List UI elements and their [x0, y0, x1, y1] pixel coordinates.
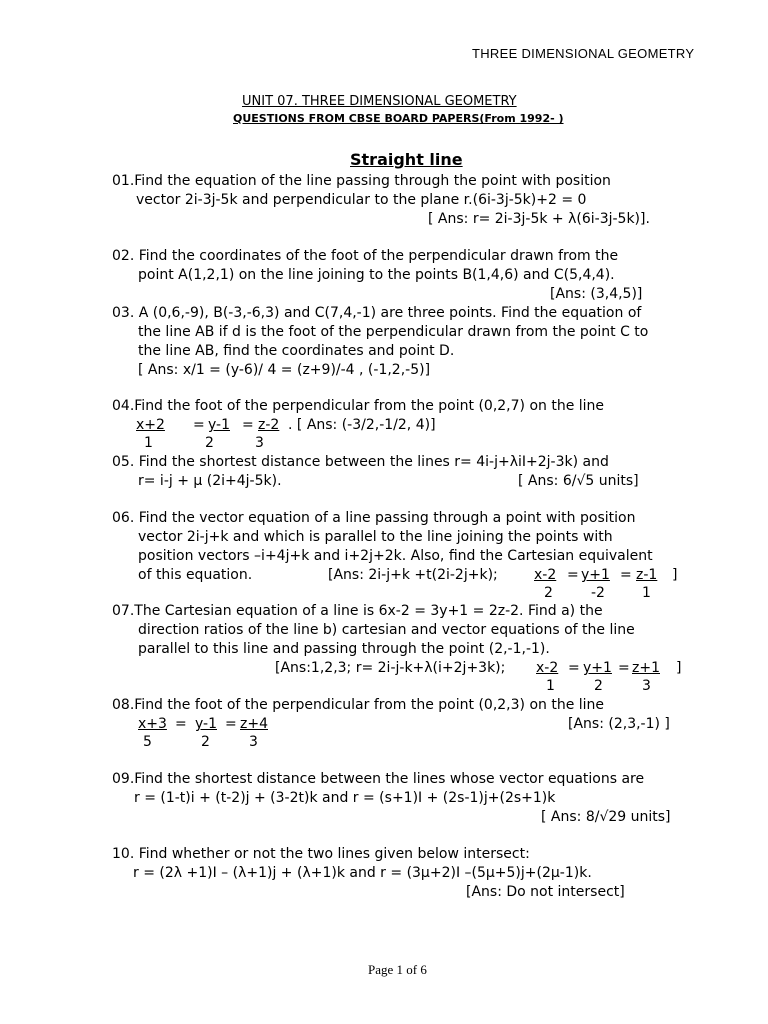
question-text: 03. A (0,6,-9), B(-3,-6,3) and C(7,4,-1) are three points. Find the equation of — [112, 305, 642, 321]
answer-text: [Ans: (3,4,5)] — [550, 286, 643, 302]
equals-sign: = — [567, 567, 579, 583]
fraction-numerator: z-2 — [258, 417, 280, 433]
fraction-denominator: 2 — [201, 734, 210, 750]
fraction-numerator: x-2 — [536, 660, 559, 676]
fraction-denominator: 1 — [144, 435, 153, 451]
fraction-numerator: z-1 — [636, 567, 658, 583]
fraction-numerator: x+3 — [138, 716, 167, 732]
answer-text: [Ans:1,2,3; r= 2i-j-k+λ(i+2j+3k); — [275, 660, 506, 676]
fraction-denominator: 1 — [642, 585, 651, 601]
answer-text: [Ans: 2i-j+k +t(2i-2j+k); — [328, 567, 498, 583]
equals-sign: = — [618, 660, 630, 676]
question-text: 01.Find the equation of the line passing through the point with position — [112, 173, 611, 189]
fraction-denominator: -2 — [591, 585, 605, 601]
fraction-denominator: 2 — [544, 585, 553, 601]
fraction-denominator: 2 — [205, 435, 214, 451]
question-text: point A(1,2,1) on the line joining to the points B(1,4,6) and C(5,4,4). — [138, 267, 615, 283]
fraction-denominator: 3 — [255, 435, 264, 451]
question-text: 06. Find the vector equation of a line passing through a point with position — [112, 510, 636, 526]
answer-text: [ Ans: x/1 = (y-6)/ 4 = (z+9)/-4 , (-1,2,-5)] — [138, 362, 431, 378]
fraction-numerator: x-2 — [534, 567, 557, 583]
bracket: ] — [672, 567, 678, 583]
fraction-numerator: z+4 — [240, 716, 268, 732]
answer-text: [Ans: Do not intersect] — [466, 884, 625, 900]
fraction-numerator: y+1 — [583, 660, 612, 676]
equals-sign: = — [193, 417, 205, 433]
fraction-denominator: 3 — [642, 678, 651, 694]
bracket: ] — [676, 660, 682, 676]
answer-text: [Ans: (2,3,-1) ] — [568, 716, 670, 732]
question-text: r= i-j + μ (2i+4j-5k). — [138, 473, 282, 489]
question-text: 05. Find the shortest distance between the lines r= 4i-j+λiI+2j-3k) and — [112, 454, 609, 470]
fraction-numerator: y+1 — [581, 567, 610, 583]
question-text: r = (1-t)i + (t-2)j + (3-2t)k and r = (s+1)I + (2s-1)j+(2s+1)k — [134, 790, 556, 806]
answer-text: [ Ans: r= 2i-3j-5k + λ(6i-3j-5k)]. — [428, 211, 650, 227]
equals-sign: = — [242, 417, 254, 433]
question-text: 07.The Cartesian equation of a line is 6x-2 = 3y+1 = 2z-2. Find a) the — [112, 603, 603, 619]
fraction-denominator: 2 — [594, 678, 603, 694]
equals-sign: = — [568, 660, 580, 676]
question-text: parallel to this line and passing through the point (2,-1,-1). — [138, 641, 550, 657]
section-title: Straight line — [350, 150, 463, 169]
question-text: r = (2λ +1)I – (λ+1)j + (λ+1)k and r = (3μ+2)I –(5μ+5)j+(2μ-1)k. — [133, 865, 592, 881]
question-text: 08.Find the foot of the perpendicular from the point (0,2,3) on the line — [112, 697, 605, 713]
fraction-denominator: 1 — [546, 678, 555, 694]
unit-title: UNIT 07. THREE DIMENSIONAL GEOMETRY — [242, 94, 517, 109]
fraction-numerator: z+1 — [632, 660, 660, 676]
fraction-numerator: y-1 — [208, 417, 230, 433]
question-text: 10. Find whether or not the two lines given below intersect: — [112, 846, 530, 862]
question-text: of this equation. — [138, 567, 253, 583]
running-header: THREE DIMENSIONAL GEOMETRY — [472, 46, 695, 61]
fraction-numerator: y-1 — [195, 716, 217, 732]
question-text: 04.Find the foot of the perpendicular from the point (0,2,7) on the line — [112, 398, 605, 414]
equals-sign: = — [175, 716, 187, 732]
question-text: 09.Find the shortest distance between the lines whose vector equations are — [112, 771, 645, 787]
subtitle: QUESTIONS FROM CBSE BOARD PAPERS(From 1992- ) — [233, 112, 564, 125]
question-text: vector 2i-j+k and which is parallel to the line joining the points with — [138, 529, 613, 545]
question-text: the line AB, find the coordinates and point D. — [138, 343, 455, 359]
page-number: Page 1 of 6 — [368, 962, 427, 977]
question-text: the line AB if d is the foot of the perpendicular drawn from the point C to — [138, 324, 649, 340]
fraction-denominator: 5 — [143, 734, 152, 750]
answer-text: [ Ans: 8/√29 units] — [541, 809, 671, 825]
equals-sign: = — [620, 567, 632, 583]
fraction-numerator: x+2 — [136, 417, 165, 433]
question-text: position vectors –i+4j+k and i+2j+2k. Also, find the Cartesian equivalent — [138, 548, 653, 564]
question-text: direction ratios of the line b) cartesian and vector equations of the line — [138, 622, 635, 638]
question-text: vector 2i-3j-5k and perpendicular to the plane r.(6i-3j-5k)+2 = 0 — [136, 192, 587, 208]
equals-sign: = — [225, 716, 237, 732]
answer-text: [ Ans: 6/√5 units] — [518, 473, 639, 489]
question-text: 02. Find the coordinates of the foot of the perpendicular drawn from the — [112, 248, 619, 264]
fraction-denominator: 3 — [249, 734, 258, 750]
answer-text: . [ Ans: (-3/2,-1/2, 4)] — [288, 417, 436, 433]
